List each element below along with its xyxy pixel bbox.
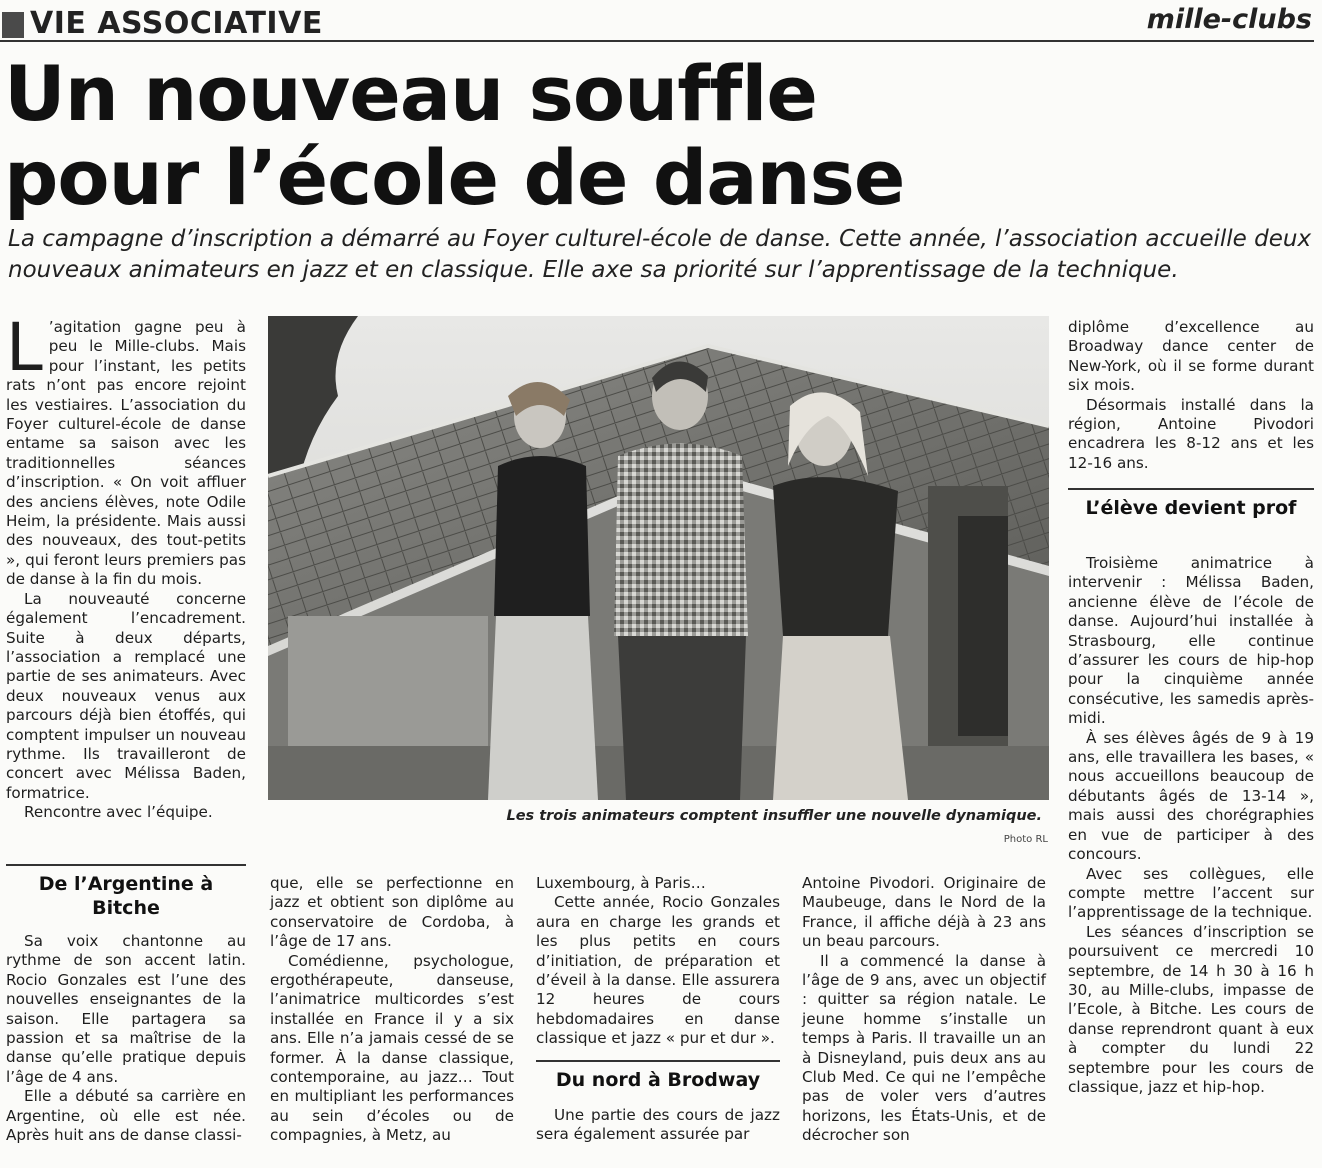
section-square-icon (2, 12, 24, 38)
subhead-eleve-prof: L’élève devient prof (1068, 488, 1314, 520)
paragraph: Antoine Pivodori. Originaire de Maubeuge, dans le Nord de la France, il affiche déjà à 23 ans un beau parcours. (802, 874, 1046, 951)
headline-line-2: pour l’école de danse (4, 133, 905, 222)
column-1-continued (6, 932, 246, 1145)
subhead-argentine: De l’Argentine à Bitche (6, 864, 246, 920)
column-3 (536, 874, 780, 1049)
column-3-continued (536, 1106, 780, 1145)
photo-caption: Les trois animateurs comptent insuffler une nouvelle dynamique. (506, 808, 1042, 824)
paragraph: Une partie des cours de jazz sera également assurée par (536, 1106, 780, 1144)
header-rule (0, 40, 1314, 42)
headline (4, 49, 1304, 222)
paragraph: Il a commencé la danse à l’âge de 9 ans, avec un objectif : quitter sa région natale. Le jeune homme s’installe un temps à Paris. Il travaille un an à Disneyland, puis deux ans au Club Med. Ce qui ne l’empêche pas de voler vers d’autres horizons, les États-Unis, et de décrocher son (802, 951, 1046, 1145)
paragraph: Les séances d’inscription se poursuivent ce mercredi 10 septembre, de 14 h 30 à 16 h 30, au Mille-clubs, impasse de l’Ecole, à Bitche. Les cours de danse reprendront quant à eux à compter du lundi 22 septembre pour les cours de classique, jazz et hip-hop. (1068, 922, 1314, 1096)
paragraph: Sa voix chantonne au rythme de son accent latin. Rocio Gonzales est l’une des nouvelles enseignantes de la saison. Elle partagera sa passion et sa maîtrise de la danse qu’elle pratique depuis l’âge de 4 ans. (6, 932, 246, 1086)
column-4 (802, 874, 1046, 1146)
paragraph: Elle a débuté sa carrière en Argentine, où elle est née. Après huit ans de danse classi- (6, 1087, 246, 1145)
column-1 (6, 309, 246, 823)
paragraph: diplôme d’excellence au Broadway dance center de New-York, où il se forme durant six mois. (1068, 318, 1314, 395)
paragraph: À ses élèves âgés de 9 à 19 ans, elle travaillera les bases, « nous accueillons beaucoup de débutants âgés de 13-14 », mais aussi des chorégraphies en vue de participer à des concours. (1068, 728, 1314, 864)
headline-line-1: Un nouveau souffle (4, 49, 817, 138)
column-5-continued (1068, 554, 1314, 1097)
paragraph: Désormais installé dans la région, Antoine Pivodori encadrera les 8-12 ans et les 12-16 ans. (1068, 395, 1314, 472)
section-label (0, 6, 340, 40)
photo-illustration (268, 316, 1049, 800)
lead-paragraph: La campagne d’inscription a démarré au Foyer culturel-école de danse. Cette année, l’association accueille deux nouveaux animateurs en jazz et en classique. Elle axe sa priorité sur l’apprentissage de la technique. (8, 226, 1312, 283)
subhead-brodway: Du nord à Brodway (536, 1060, 780, 1092)
paragraph: La nouveauté concerne également l’encadrement. Suite à deux départs, l’association a remplacé une partie de ses animateurs. Avec deux nouveaux venus aux parcours déjà bien étoffés, qui comptent impulser un nouveau rythme. Ils travailleront de concert avec Mélissa Baden, formatrice. (6, 589, 246, 802)
column-2 (270, 874, 514, 1146)
drop-cap: L (6, 309, 43, 386)
paragraph: Luxembourg, à Paris… (536, 874, 706, 892)
paragraph: Cette année, Rocio Gonzales aura en charge les grands et les plus petits en cours d’initiation, de préparation et d’éveil à la danse. Elle assurera 12 heures de cours hebdomadaires en danse classique et jazz « pur et dur ». (536, 893, 780, 1048)
photo-three-dancers (268, 316, 1049, 800)
column-5 (1068, 318, 1314, 473)
rubric: mille-clubs (1146, 4, 1312, 35)
paragraph: Avec ses collègues, elle compte mettre l’accent sur l’apprentissage de la technique. (1068, 864, 1314, 922)
paragraph: Comédienne, psychologue, ergothérapeute, danseuse, l’animatrice multicordes s’est installée en France il y a six ans. Elle n’a jamais cessé de se former. À la danse classique, contemporaine, au jazz… Tout en multipliant les performances au sein d’écoles ou de compagnies, à Metz, au (270, 951, 514, 1145)
photo-credit: Photo RL (1003, 834, 1048, 845)
paragraph: Troisième animatrice à intervenir : Mélissa Baden, ancienne élève de l’école de danse. Aujourd’hui installée à Strasbourg, elle continue d’assurer les cours de hip-hop pour la cinquième année consécutive, les samedis après-midi. (1068, 554, 1314, 728)
section-title: VIE ASSOCIATIVE (30, 6, 323, 41)
paragraph: Rencontre avec l’équipe. (24, 803, 213, 822)
paragraph: L ’agitation gagne peu à peu le Mille-clubs. Mais pour l’instant, les petits rats n’ont pas encore rejoint les vestiaires. L’association du Foyer culturel-école de danse entame sa saison avec les traditionnelles séances d’inscription. « On voit affluer des anciens élèves, note Odile Heim, la présidente. Mais aussi des nouveaux, des tout-petits », qui feront leurs premiers pas de danse à la fin du mois. (6, 309, 246, 589)
paragraph: que, elle se perfectionne en jazz et obtient son diplôme au conservatoire de Cordoba, à l’âge de 17 ans. (270, 874, 514, 951)
